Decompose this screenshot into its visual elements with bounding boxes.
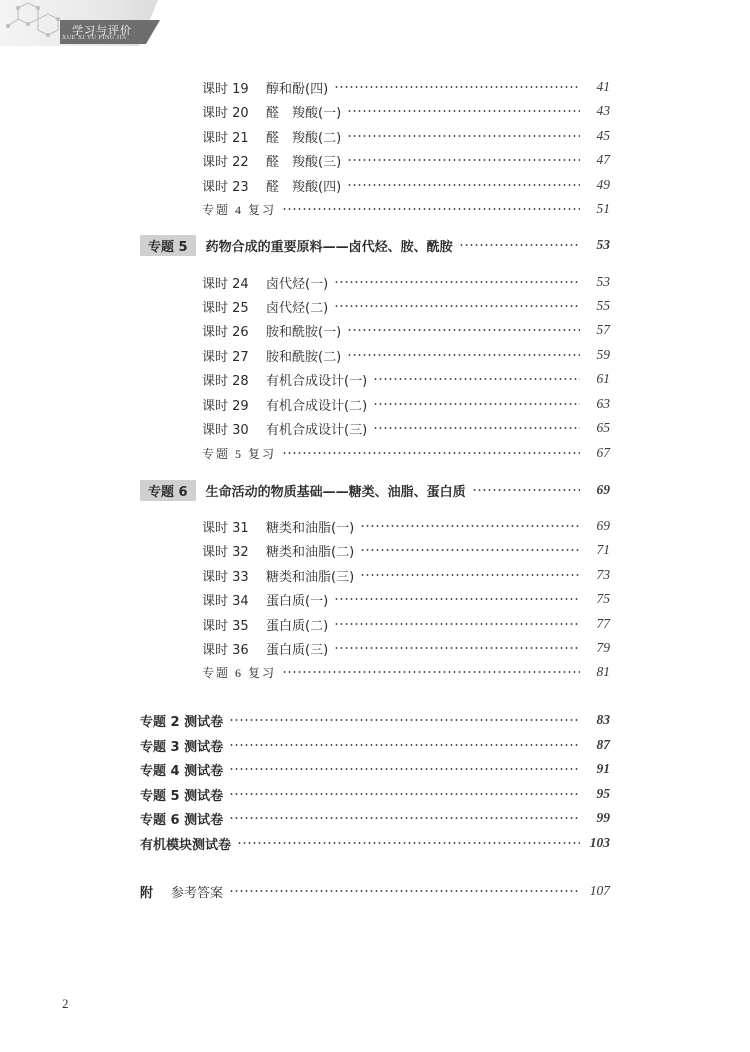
page-ref: 65 — [596, 420, 610, 435]
lesson-title: 糖类和油脂(二) — [266, 544, 355, 560]
test-title: 专题 4 测试卷 — [140, 763, 224, 779]
toc-entry-review[interactable] — [202, 199, 610, 219]
lesson-title: 有机合成设计(三) — [266, 422, 368, 438]
test-title: 专题 3 测试卷 — [140, 739, 224, 755]
lesson-number: 课时 27 — [202, 349, 249, 365]
page-ref: 43 — [596, 103, 610, 118]
page-ref: 63 — [596, 396, 610, 411]
topic-badge: 专题 5 — [140, 235, 196, 256]
page-ref: 75 — [596, 591, 610, 606]
dot-leader — [334, 305, 580, 307]
toc-entry[interactable] — [202, 394, 610, 414]
review-title: 专题 4 复习 — [202, 202, 277, 217]
dot-leader — [229, 793, 580, 795]
toc-entry[interactable] — [202, 418, 610, 438]
topic-title: 生命活动的物质基础——糖类、油脂、蛋白质 — [205, 484, 466, 500]
lesson-number: 课时 28 — [202, 373, 249, 389]
page-ref: 51 — [596, 201, 610, 216]
toc-entry-test[interactable] — [140, 710, 610, 730]
toc-entry[interactable] — [202, 150, 610, 170]
dot-leader — [229, 768, 580, 770]
review-title: 专题 5 复习 — [202, 446, 277, 461]
toc-entry-topic[interactable] — [140, 235, 610, 255]
page-ref: 103 — [589, 835, 610, 850]
page-ref: 99 — [596, 810, 610, 825]
lesson-number: 课时 32 — [202, 544, 249, 560]
toc-entry-test[interactable] — [140, 784, 610, 804]
lesson-title: 醛 羧酸(三) — [266, 154, 342, 170]
dot-leader — [229, 817, 580, 819]
toc-entry[interactable] — [202, 589, 610, 609]
dot-leader — [237, 842, 580, 844]
test-title: 有机模块测试卷 — [140, 837, 232, 853]
dot-leader — [282, 452, 580, 454]
dot-leader — [347, 184, 580, 186]
toc-entry[interactable] — [202, 345, 610, 365]
toc-entry[interactable] — [202, 565, 610, 585]
dot-leader — [360, 574, 580, 576]
lesson-title: 有机合成设计(二) — [266, 398, 368, 414]
lesson-number: 课时 19 — [202, 81, 249, 97]
dot-leader — [334, 86, 580, 88]
dot-leader — [472, 489, 580, 491]
dot-leader — [373, 378, 580, 380]
lesson-title: 胺和酰胺(一) — [266, 324, 342, 340]
lesson-number: 课时 25 — [202, 300, 249, 316]
lesson-number: 课时 35 — [202, 618, 249, 634]
page-ref: 69 — [596, 482, 610, 497]
page-ref: 49 — [596, 177, 610, 192]
page-ref: 91 — [596, 761, 610, 776]
dot-leader — [334, 647, 580, 649]
dot-leader — [229, 890, 580, 892]
toc-entry[interactable] — [202, 540, 610, 560]
page-ref: 67 — [596, 445, 610, 460]
page-ref: 77 — [596, 616, 610, 631]
appendix-head: 附 — [140, 885, 154, 901]
page-ref: 59 — [596, 347, 610, 362]
page-ref: 73 — [596, 567, 610, 582]
page-ref: 107 — [589, 883, 610, 898]
appendix-title: 参考答案 — [171, 885, 224, 901]
toc-entry[interactable] — [202, 369, 610, 389]
page-ref: 53 — [596, 237, 610, 252]
page-ref: 79 — [596, 640, 610, 655]
dot-leader — [373, 403, 580, 405]
dot-leader — [347, 354, 580, 356]
toc-entry[interactable] — [202, 126, 610, 146]
page-ref: 81 — [596, 664, 610, 679]
dot-leader — [334, 598, 580, 600]
lesson-title: 醛 羧酸(二) — [266, 130, 342, 146]
page-ref: 53 — [596, 274, 610, 289]
toc-entry[interactable] — [202, 272, 610, 292]
dot-leader — [282, 208, 580, 210]
lesson-title: 蛋白质(二) — [266, 618, 329, 634]
toc-entry-test[interactable] — [140, 833, 610, 853]
lesson-title: 卤代烃(一) — [266, 276, 329, 292]
toc-entry[interactable] — [202, 77, 610, 97]
review-title: 专题 6 复习 — [202, 665, 277, 680]
page-ref: 45 — [596, 128, 610, 143]
page-number: 2 — [62, 996, 69, 1011]
page-ref: 87 — [596, 737, 610, 752]
page-ref: 55 — [596, 298, 610, 313]
lesson-title: 有机合成设计(一) — [266, 373, 368, 389]
lesson-number: 课时 30 — [202, 422, 249, 438]
lesson-title: 醛 羧酸(一) — [266, 105, 342, 121]
dot-leader — [360, 549, 580, 551]
lesson-title: 蛋白质(一) — [266, 593, 329, 609]
dot-leader — [347, 159, 580, 161]
dot-leader — [347, 329, 580, 331]
test-title: 专题 5 测试卷 — [140, 788, 224, 804]
dot-leader — [282, 671, 580, 673]
page-ref: 47 — [596, 152, 610, 167]
lesson-number: 课时 22 — [202, 154, 249, 170]
toc-entry-appendix[interactable] — [140, 881, 610, 901]
lesson-number: 课时 20 — [202, 105, 249, 121]
page-ref: 57 — [596, 322, 610, 337]
dot-leader — [347, 110, 580, 112]
dot-leader — [334, 623, 580, 625]
test-title: 专题 6 测试卷 — [140, 812, 224, 828]
toc-entry-test[interactable] — [140, 759, 610, 779]
dot-leader — [347, 135, 580, 137]
lesson-title: 醇和酚(四) — [266, 81, 329, 97]
toc-entry[interactable] — [202, 614, 610, 634]
brand-subtitle: XUE XI YU PING JIA — [62, 35, 127, 41]
page-ref: 95 — [596, 786, 610, 801]
page-ref: 83 — [596, 712, 610, 727]
lesson-title: 糖类和油脂(三) — [266, 569, 355, 585]
topic-title: 药物合成的重要原料——卤代烃、胺、酰胺 — [205, 239, 453, 255]
toc-entry[interactable] — [202, 638, 610, 658]
lesson-number: 课时 36 — [202, 642, 249, 658]
toc-entry-test[interactable] — [140, 735, 610, 755]
lesson-number: 课时 23 — [202, 179, 249, 195]
toc-entry[interactable] — [202, 175, 610, 195]
lesson-number: 课时 26 — [202, 324, 249, 340]
dot-leader — [229, 719, 580, 721]
lesson-title: 醛 羧酸(四) — [266, 179, 342, 195]
lesson-number: 课时 34 — [202, 593, 249, 609]
toc-entry[interactable] — [202, 516, 610, 536]
page-ref: 71 — [596, 542, 610, 557]
lesson-number: 课时 24 — [202, 276, 249, 292]
lesson-number: 课时 21 — [202, 130, 249, 146]
lesson-title: 蛋白质(三) — [266, 642, 329, 658]
toc-entry[interactable] — [202, 101, 610, 121]
topic-badge: 专题 6 — [140, 480, 196, 501]
dot-leader — [459, 244, 580, 246]
dot-leader — [360, 525, 580, 527]
lesson-number: 课时 33 — [202, 569, 249, 585]
toc-entry-review[interactable] — [202, 662, 610, 682]
lesson-title: 卤代烃(二) — [266, 300, 329, 316]
toc-entry[interactable] — [202, 296, 610, 316]
page-ref: 69 — [596, 518, 610, 533]
toc-entry-review[interactable] — [202, 443, 610, 463]
dot-leader — [334, 281, 580, 283]
brand-title: 学习与评价 — [72, 24, 132, 37]
lesson-title: 糖类和油脂(一) — [266, 520, 355, 536]
toc-entry-topic[interactable] — [140, 480, 610, 500]
toc-entry[interactable] — [202, 320, 610, 340]
lesson-number: 课时 31 — [202, 520, 249, 536]
toc-entry-test[interactable] — [140, 808, 610, 828]
page-ref: 61 — [596, 371, 610, 386]
lesson-title: 胺和酰胺(二) — [266, 349, 342, 365]
dot-leader — [229, 744, 580, 746]
lesson-number: 课时 29 — [202, 398, 249, 414]
dot-leader — [373, 427, 580, 429]
page-ref: 41 — [596, 79, 610, 94]
test-title: 专题 2 测试卷 — [140, 714, 224, 730]
